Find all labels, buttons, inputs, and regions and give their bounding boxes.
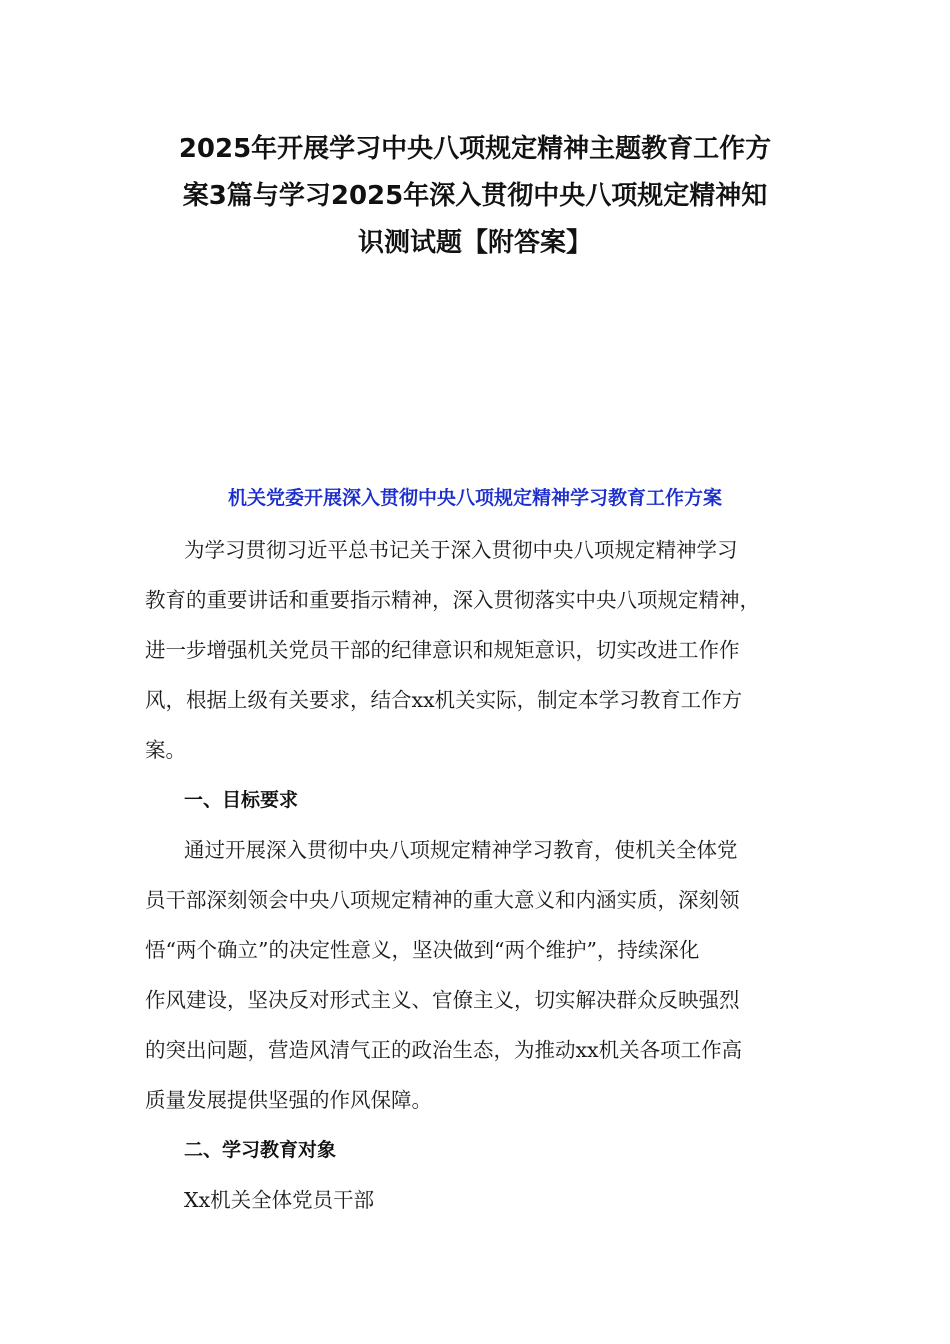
title-line: 识测试题【附答案】 [357,228,592,258]
paragraph-line: 通过开展深入贯彻中央八项规定精神学习教育，使机关全体党 [184,838,738,862]
paragraph-line: 案。 [145,738,186,762]
document-title [120,126,830,267]
section-title: 机关党委开展深入贯彻中央八项规定精神学习教育工作方案 [227,487,722,509]
paragraph-line: Xx机关全体党员干部 [184,1188,375,1212]
paragraph-line: 作风建设，坚决反对形式主义、官僚主义，切实解决群众反映强烈 [145,988,740,1012]
heading-audience: 二、学习教育对象 [184,1139,337,1161]
paragraph-line: 的突出问题，营造风清气正的政治生态，为推动xx机关各项工作高 [145,1038,743,1062]
paragraph-line: 为学习贯彻习近平总书记关于深入贯彻中央八项规定精神学习 [184,538,738,562]
paragraph-line: 教育的重要讲话和重要指示精神，深入贯彻落实中央八项规定精神， [145,588,760,612]
paragraph-line: 员干部深刻领会中央八项规定精神的重大意义和内涵实质，深刻领 [145,888,740,912]
paragraph-line: 悟“两个确立”的决定性意义，坚决做到“两个维护”，持续深化 [145,938,700,962]
paragraph-line: 进一步增强机关党员干部的纪律意识和规矩意识，切实改进工作作 [145,638,740,662]
heading-goals: 一、目标要求 [184,789,299,811]
title-line: 2025年开展学习中央八项规定精神主题教育工作方 [178,134,772,164]
paragraph-line: 风，根据上级有关要求，结合xx机关实际，制定本学习教育工作方 [145,688,743,712]
title-line: 案3篇与学习2025年深入贯彻中央八项规定精神知 [182,181,768,211]
paragraph-line: 质量发展提供坚强的作风保障。 [145,1088,432,1112]
